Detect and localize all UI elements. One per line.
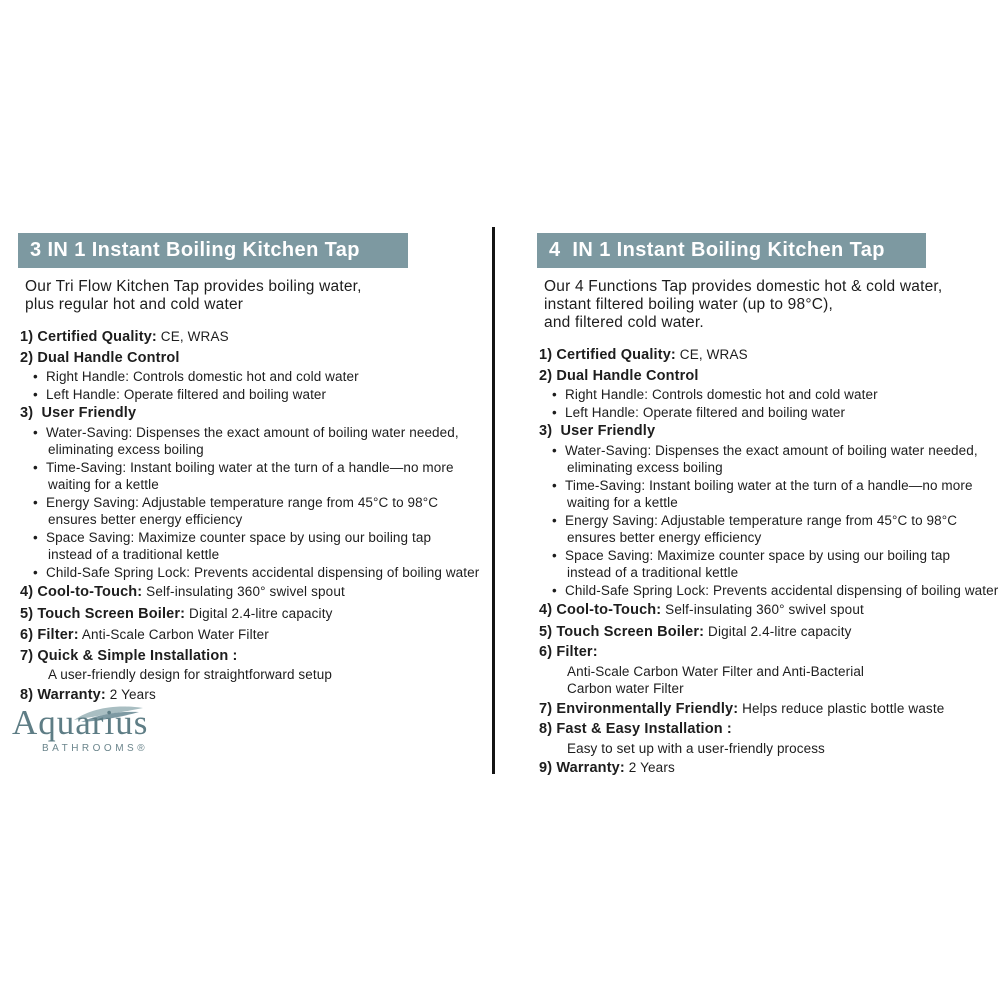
column-3in1-tap [18,233,480,705]
bullet-dot: • [33,529,38,545]
bullet-line [20,368,480,386]
column-intro [25,278,480,314]
feature-item-head [20,625,480,646]
bullet-dot: • [33,564,38,580]
item-number-label: 8) Warranty: [20,686,106,703]
bullet-line [539,404,999,422]
item-number-label: 2) Dual Handle Control [539,367,699,384]
feature-list [20,327,480,705]
bullet-line [20,424,480,442]
feature-item-head [20,582,480,603]
bullet-continuation-line: instead of a traditional kettle [567,565,739,580]
feature-item-head [539,600,999,621]
bullet-line [20,529,480,547]
item-value: Self-insulating 360° swivel spout [142,584,345,599]
item-number-label: 7) Quick & Simple Installation : [20,647,238,664]
bullet-dot: • [33,494,38,510]
intro-line: Our Tri Flow Kitchen Tap provides boiling water, [25,278,362,295]
item-number-label: 3) User Friendly [539,423,656,439]
item-number-label: 4) Cool-to-Touch: [20,584,143,600]
item-number-label: 5) Touch Screen Boiler: [539,623,705,640]
item-number-label: 4) Cool-to-Touch: [539,602,662,618]
bullet-continuation-line: eliminating excess boiling [48,442,204,457]
feature-item-head [20,604,480,625]
item-number-label: 3) User Friendly [20,405,137,421]
item-number-label: 7) Environmentally Friendly: [539,700,739,717]
bullet-line [20,494,480,512]
feature-item-head [20,349,480,369]
column-title: 4 IN 1 Instant Boiling Kitchen Tap [537,233,926,268]
feature-item-head [539,720,999,740]
bullet-text: Left Handle: Operate filtered and boiling water [565,404,846,420]
bullet-line [20,386,480,404]
item-number-label: 8) Fast & Easy Installation : [539,721,732,737]
item-value: Digital 2.4-litre capacity [704,623,852,639]
item-number-label: 1) Certified Quality: [539,347,676,363]
bullet-dot: • [552,477,557,493]
bullet-dot: • [552,547,557,563]
feature-item-head [20,685,480,706]
bullet-text: Child-Safe Spring Lock: Prevents accidental dispensing of boiling water [565,582,999,598]
bullet-continuation-line: ensures better energy efficiency [567,530,762,545]
brand-name: Aquarius [12,703,149,742]
bullet-line [539,477,999,495]
bullet-text: Time-Saving: Instant boiling water at the turn of a handle—no more [565,477,973,493]
bullet-line [20,459,480,477]
bullet-text: Space Saving: Maximize counter space by using our boiling tap [46,529,432,545]
item-number-label: 6) Filter: [20,627,79,643]
bullet-dot: • [33,369,38,384]
intro-line: and filtered cold water. [544,314,704,331]
item-subline: A user-friendly design for straightforward setup [48,667,332,682]
item-number-label: 2) Dual Handle Control [20,349,180,366]
bullet-line [20,564,480,582]
feature-item-head [539,367,999,387]
item-number-label: 5) Touch Screen Boiler: [20,605,186,622]
feature-item-head [539,758,999,779]
brand-logo [12,703,182,754]
item-value: CE, WRAS [156,329,229,344]
feature-item-head [20,404,480,424]
feature-item-head [539,699,999,720]
feature-item-head [539,622,999,643]
bullet-dot: • [552,582,557,598]
item-number-label: 1) Certified Quality: [20,329,157,345]
bullet-text: Water-Saving: Dispenses the exact amount of boiling water needed, [565,442,978,458]
item-number-label: 6) Filter: [539,644,598,660]
bullet-dot: • [552,512,557,528]
column-title: 3 IN 1 Instant Boiling Kitchen Tap [18,233,408,268]
item-subline: Anti-Scale Carbon Water Filter and Anti-Bacterial [567,663,865,679]
bullet-dot: • [552,404,557,420]
brand-subtitle: BATHROOMS® [42,743,149,754]
bullet-continuation-line: eliminating excess boiling [567,460,723,475]
column-4in1-tap [537,233,999,779]
item-subline: Carbon water Filter [567,681,684,696]
feature-item-head [20,327,480,348]
intro-line: instant filtered boiling water (up to 98°C), [544,296,833,313]
item-value: 2 Years [624,760,675,775]
bullet-dot: • [33,424,38,440]
bullet-continuation-line: ensures better energy efficiency [48,512,243,527]
item-value: Anti-Scale Carbon Water Filter [78,627,269,642]
bullet-dot: • [33,459,38,475]
bullet-text: Water-Saving: Dispenses the exact amount of boiling water needed, [46,424,459,440]
bullet-text: Child-Safe Spring Lock: Prevents accidental dispensing of boiling water [46,564,480,580]
bullet-text: Energy Saving: Adjustable temperature range from 45°C to 98°C [565,512,958,528]
bullet-line [539,582,999,600]
feature-item-head [539,345,999,366]
feature-item-head [539,422,999,442]
bullet-text: Energy Saving: Adjustable temperature range from 45°C to 98°C [46,494,439,510]
item-value: CE, WRAS [675,347,748,362]
bullet-continuation-line: waiting for a kettle [567,495,678,510]
bullet-line [539,386,999,404]
bullet-line [539,547,999,565]
bullet-dot: • [33,386,38,402]
column-divider [492,227,495,774]
bullet-continuation-line: instead of a traditional kettle [48,547,220,562]
intro-line: plus regular hot and cold water [25,296,244,313]
feature-list [539,345,999,779]
bullet-line [539,512,999,530]
item-value: Self-insulating 360° swivel spout [661,602,864,617]
feature-item-head [20,647,480,667]
column-intro [544,278,999,332]
item-value: Digital 2.4-litre capacity [185,605,333,621]
intro-line: Our 4 Functions Tap provides domestic hot & cold water, [544,278,943,295]
item-subline: Easy to set up with a user-friendly process [567,740,825,756]
bullet-text: Left Handle: Operate filtered and boiling water [46,386,327,402]
item-value: Helps reduce plastic bottle waste [738,700,945,716]
bullet-text: Time-Saving: Instant boiling water at the turn of a handle—no more [46,459,454,475]
bullet-text: Space Saving: Maximize counter space by using our boiling tap [565,547,951,563]
item-number-label: 9) Warranty: [539,760,625,776]
bullet-text: Right Handle: Controls domestic hot and cold water [565,387,878,402]
feature-item-head [539,643,999,663]
bullet-continuation-line: waiting for a kettle [48,477,159,492]
bullet-text: Right Handle: Controls domestic hot and cold water [46,369,359,384]
bullet-dot: • [552,442,557,458]
item-value: 2 Years [105,686,156,702]
bullet-dot: • [552,387,557,402]
bullet-line [539,442,999,460]
